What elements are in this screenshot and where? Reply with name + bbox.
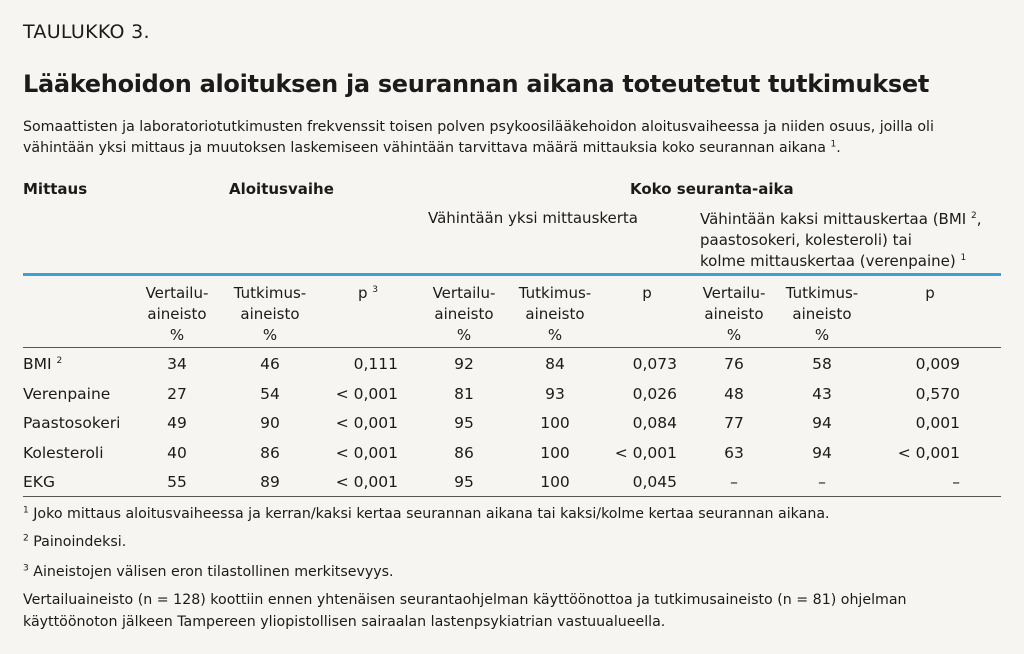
p-value-cell: – [952,473,960,491]
percent-cell: 100 [540,443,570,462]
p-value-cell: 0,111 [353,355,398,373]
table-row [0,467,1024,497]
column-header: Tutkimus- aineisto % [518,284,592,344]
percent-cell: 94 [812,443,832,462]
p-value-cell: 0,009 [915,355,960,373]
p-value-cell: 0,001 [915,414,960,432]
row-label: EKG [23,473,55,491]
percent-cell: 89 [260,473,280,491]
percent-cell: 94 [812,414,832,432]
table-divider [23,347,1001,348]
table-row [0,349,1024,379]
percent-cell: 86 [260,443,280,462]
percent-cell: 77 [724,414,744,432]
column-header: Vertailu- aineisto % [702,284,766,344]
percent-cell: 46 [260,355,280,373]
row-label: Kolesteroli [23,443,104,462]
p-value-cell: 0,570 [915,384,960,403]
column-header-p: p [642,284,652,302]
percent-cell: 58 [812,355,832,373]
p-value-cell: 0,073 [632,355,677,373]
percent-cell: 40 [167,443,187,462]
percent-cell: 100 [540,473,570,491]
p-value-cell: 0,045 [632,473,677,491]
p-value-cell: < 0,001 [335,384,398,403]
percent-cell: 81 [454,384,474,403]
percent-cell: 55 [167,473,187,491]
column-header-p: p $^3$ [357,284,379,302]
table-row [0,438,1024,468]
percent-cell: 49 [167,414,187,432]
table-bottom-rule [23,496,1001,497]
p-value-cell: < 0,001 [335,473,398,491]
table-row [0,379,1024,409]
row-label: Paastosokeri [23,414,121,432]
row-label: BMI $^2$ [23,355,63,373]
percent-cell: 76 [724,355,744,373]
table-subtitle: Somaattisten ja laboratoriotutkimusten frekvenssit toisen polven psykoosilääkehoidon aloitusvaiheessa ja niiden osuus, joilla oli vähintään yksi mittaus ja muutoksen laskemiseen vähintään tarvittava määrä mittauksia koko seurannan aikana $^1$. [23,119,934,156]
footer-note: Vertailuaineisto (n = 128) koottiin ennen yhtenäisen seurantaohjelman käyttöönottoa ja tutkimusaineisto (n = 81) ohjelman käyttöönoton jälkeen Tampereen yliopistollisen sairaalan lastenpsykiatrian vastuualueella. [23,592,907,630]
row-label: Verenpaine [23,384,111,403]
p-value-cell: < 0,001 [335,414,398,432]
table-label: TAULUKKO 3. [23,21,150,43]
column-header: Tutkimus- aineisto % [785,284,859,344]
percent-cell: 34 [167,355,187,373]
footnote: $^2$ Painoindeksi. [23,533,127,550]
percent-cell: 27 [167,384,187,403]
percent-cell: 43 [812,384,832,403]
header-group1: Vähintään yksi mittauskerta [428,209,638,227]
percent-cell: 90 [260,414,280,432]
column-header: Vertailu- aineisto % [145,284,209,344]
header-divider [23,273,1001,276]
p-value-cell: 0,026 [632,384,677,403]
footnote: $^1$ Joko mittaus aloitusvaiheessa ja kerran/kaksi kertaa seurannan aikana tai kaksi/kolme kertaa seurannan aikana. [23,505,830,522]
header-koko-seuranta: Koko seuranta-aika [630,180,794,198]
p-value-cell: < 0,001 [897,443,960,462]
p-value-cell: < 0,001 [335,443,398,462]
column-header-p: p [925,284,935,302]
percent-cell: 100 [540,414,570,432]
percent-cell: 92 [454,355,474,373]
percent-cell: – [818,473,826,491]
table-title: Lääkehoidon aloituksen ja seurannan aikana toteutetut tutkimukset [23,70,930,98]
table-row [0,408,1024,438]
p-value-cell: 0,084 [632,414,677,432]
header-aloitusvaihe: Aloitusvaihe [229,180,334,198]
percent-cell: – [730,473,738,491]
header-mittaus: Mittaus [23,180,88,198]
header-group2: Vähintään kaksi mittauskertaa (BMI $^2$, paastosokeri, kolesteroli) tai kolme mittauskertaa (verenpaine) $^1$ [700,210,982,270]
percent-cell: 86 [454,443,474,462]
column-header: Tutkimus- aineisto % [233,284,307,344]
percent-cell: 95 [454,414,474,432]
p-value-cell: < 0,001 [614,443,677,462]
percent-cell: 95 [454,473,474,491]
percent-cell: 54 [260,384,280,403]
percent-cell: 84 [545,355,565,373]
percent-cell: 63 [724,443,744,462]
percent-cell: 93 [545,384,565,403]
percent-cell: 48 [724,384,744,403]
footnote: $^3$ Aineistojen välisen eron tilastollinen merkitsevyys. [23,563,394,580]
column-header: Vertailu- aineisto % [432,284,496,344]
